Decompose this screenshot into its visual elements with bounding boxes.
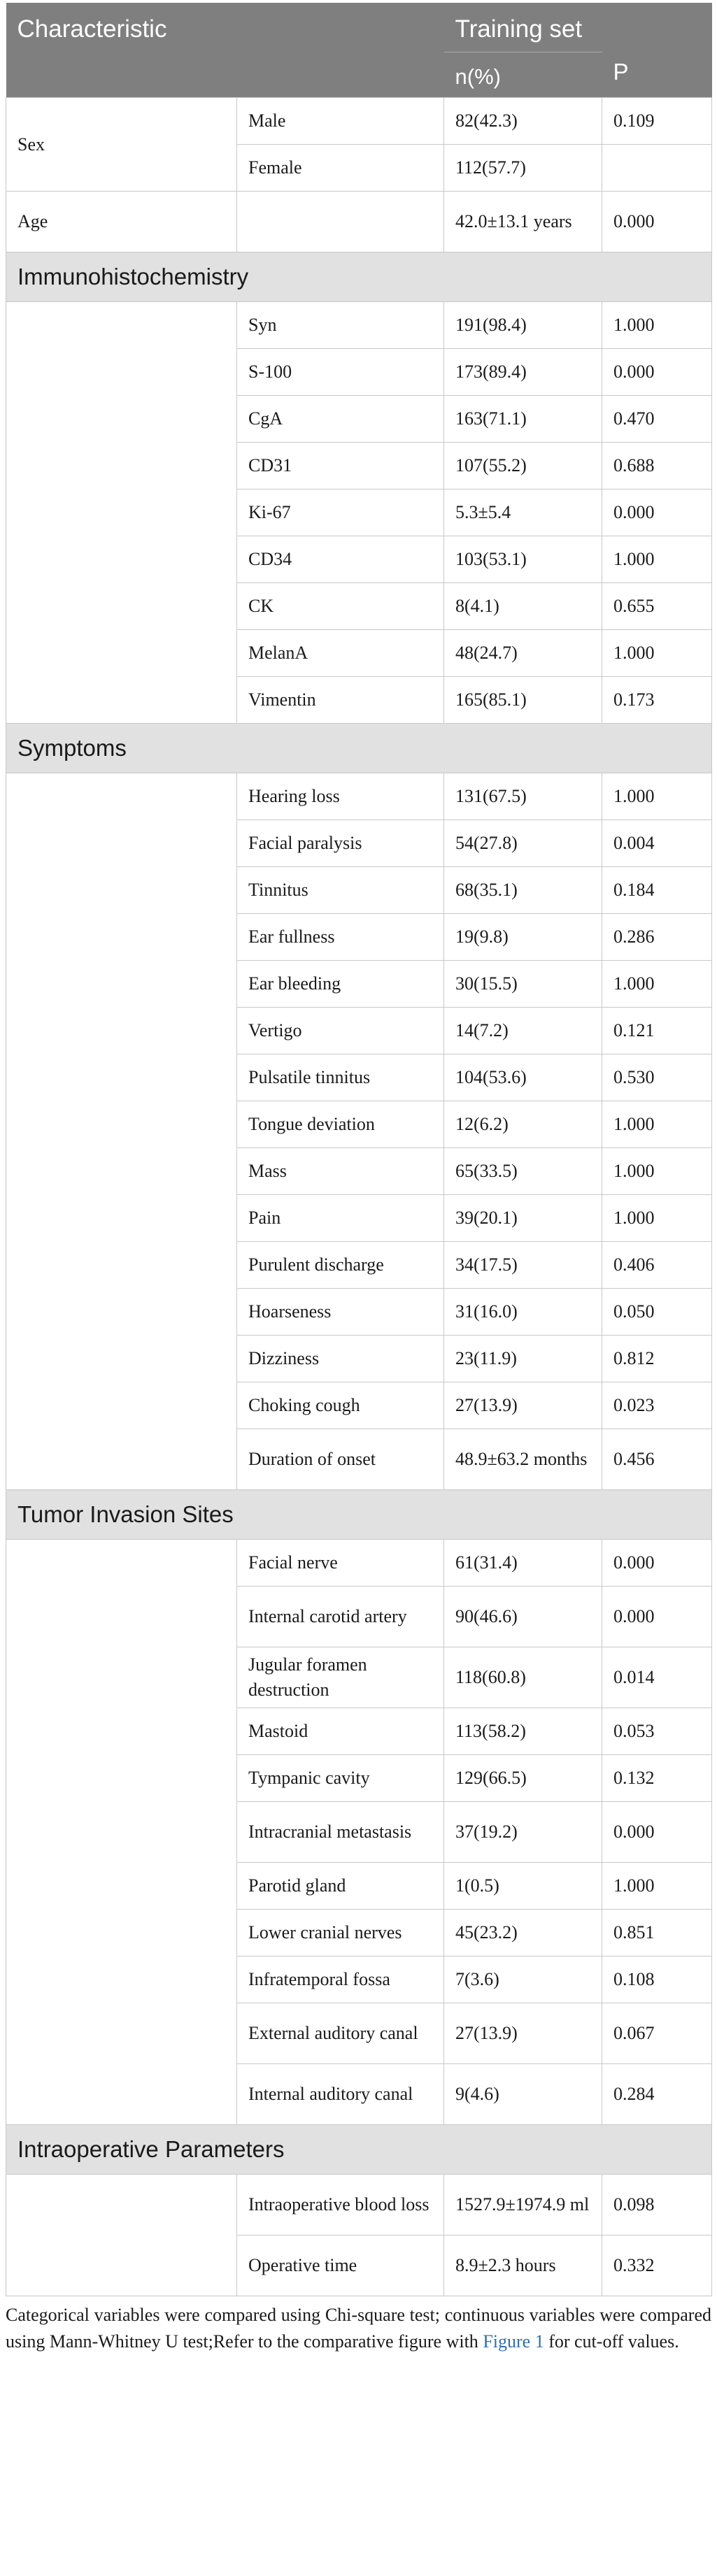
row-value: 45(23.2) xyxy=(444,1910,602,1956)
row-p: 0.000 xyxy=(602,349,712,396)
table-row xyxy=(6,302,712,349)
row-label: Pain xyxy=(237,1195,444,1242)
row-p-age: 0.000 xyxy=(602,192,712,252)
row-p: 0.067 xyxy=(602,2003,712,2064)
row-value: 90(46.6) xyxy=(444,1587,602,1647)
row-label: Intraoperative blood loss xyxy=(237,2175,444,2235)
row-p: 0.098 xyxy=(602,2175,712,2235)
row-value: 19(9.8) xyxy=(444,914,602,961)
row-label: CK xyxy=(237,583,444,630)
row-value: 173(89.4) xyxy=(444,349,602,396)
row-p: 0.470 xyxy=(602,396,712,443)
row-value: 1527.9±1974.9 ml xyxy=(444,2175,602,2235)
row-value: 9(4.6) xyxy=(444,2064,602,2125)
row-label: CgA xyxy=(237,396,444,443)
row-p: 0.023 xyxy=(602,1382,712,1429)
row-p: 0.132 xyxy=(602,1755,712,1802)
row-label: Tinnitus xyxy=(237,867,444,914)
row-p: 0.286 xyxy=(602,914,712,961)
row-label: Parotid gland xyxy=(237,1863,444,1910)
section-header-immuno xyxy=(6,252,712,302)
section-title: Immunohistochemistry xyxy=(6,252,712,302)
row-label: Facial paralysis xyxy=(237,820,444,867)
group-spacer-cell xyxy=(6,302,237,724)
table-row xyxy=(6,773,712,820)
row-label: Mastoid xyxy=(237,1708,444,1755)
table-row xyxy=(6,98,712,145)
row-label: CD34 xyxy=(237,536,444,583)
row-p: 1.000 xyxy=(602,1863,712,1910)
figure-1-link[interactable]: Figure 1 xyxy=(483,2331,544,2352)
row-value: 8.9±2.3 hours xyxy=(444,2235,602,2296)
row-p: 0.004 xyxy=(602,820,712,867)
row-label: CD31 xyxy=(237,443,444,489)
row-label: Tongue deviation xyxy=(237,1101,444,1148)
row-label: Hearing loss xyxy=(237,773,444,820)
row-value: 61(31.4) xyxy=(444,1540,602,1587)
row-value: 30(15.5) xyxy=(444,961,602,1008)
row-p: 0.530 xyxy=(602,1054,712,1101)
row-label: Internal carotid artery xyxy=(237,1587,444,1647)
row-p: 0.121 xyxy=(602,1008,712,1054)
section-header-intraop xyxy=(6,2125,712,2175)
row-label: Choking cough xyxy=(237,1382,444,1429)
group-spacer-cell xyxy=(6,773,237,1490)
row-p: 1.000 xyxy=(602,302,712,349)
row-p: 0.655 xyxy=(602,583,712,630)
row-label: Tympanic cavity xyxy=(237,1755,444,1802)
row-label: Vimentin xyxy=(237,677,444,724)
row-label: Intracranial metastasis xyxy=(237,1802,444,1863)
row-p: 1.000 xyxy=(602,1101,712,1148)
table-footnote xyxy=(6,2302,711,2355)
row-label: MelanA xyxy=(237,630,444,677)
row-value: 118(60.8) xyxy=(444,1647,602,1708)
row-label: Ear fullness xyxy=(237,914,444,961)
footnote-text: Categorical variables were compared using Chi-square test; continuous variables were compared using Mann-Whitney U test;Refer to the comparative figure with xyxy=(6,2305,711,2352)
row-value-male: 82(42.3) xyxy=(444,98,602,145)
row-p: 0.284 xyxy=(602,2064,712,2125)
row-value: 163(71.1) xyxy=(444,396,602,443)
row-p: 0.108 xyxy=(602,1956,712,2003)
row-label: Vertigo xyxy=(237,1008,444,1054)
row-value: 103(53.1) xyxy=(444,536,602,583)
row-label: Jugular foramen destruction xyxy=(237,1647,444,1708)
row-value: 113(58.2) xyxy=(444,1708,602,1755)
row-p-male: 0.109 xyxy=(602,98,712,145)
characteristics-table xyxy=(6,3,712,2296)
row-sublabel-female: Female xyxy=(237,145,444,192)
row-label: External auditory canal xyxy=(237,2003,444,2064)
row-value: 1(0.5) xyxy=(444,1863,602,1910)
group-spacer-cell xyxy=(6,2175,237,2296)
row-p: 1.000 xyxy=(602,630,712,677)
row-value: 165(85.1) xyxy=(444,677,602,724)
row-label: Operative time xyxy=(237,2235,444,2296)
row-p: 0.851 xyxy=(602,1910,712,1956)
row-label: Facial nerve xyxy=(237,1540,444,1587)
row-label: S-100 xyxy=(237,349,444,396)
row-p: 1.000 xyxy=(602,536,712,583)
header-p: P xyxy=(602,3,712,98)
row-label: Dizziness xyxy=(237,1336,444,1382)
row-value: 14(7.2) xyxy=(444,1008,602,1054)
table-row xyxy=(6,2175,712,2235)
row-value: 34(17.5) xyxy=(444,1242,602,1289)
row-p: 0.014 xyxy=(602,1647,712,1708)
row-p: 0.688 xyxy=(602,443,712,489)
header-n-pct: n(%) xyxy=(444,52,602,98)
row-label: Lower cranial nerves xyxy=(237,1910,444,1956)
row-sublabel-male: Male xyxy=(237,98,444,145)
row-value: 104(53.6) xyxy=(444,1054,602,1101)
row-value: 37(19.2) xyxy=(444,1802,602,1863)
row-p: 1.000 xyxy=(602,1195,712,1242)
row-p: 0.406 xyxy=(602,1242,712,1289)
row-p: 0.053 xyxy=(602,1708,712,1755)
row-value-female: 112(57.7) xyxy=(444,145,602,192)
row-label: Internal auditory canal xyxy=(237,2064,444,2125)
row-value: 54(27.8) xyxy=(444,820,602,867)
row-label: Purulent discharge xyxy=(237,1242,444,1289)
row-p: 1.000 xyxy=(602,773,712,820)
row-value: 65(33.5) xyxy=(444,1148,602,1195)
row-value: 48(24.7) xyxy=(444,630,602,677)
section-header-invasion xyxy=(6,1490,712,1540)
row-value: 48.9±63.2 months xyxy=(444,1429,602,1490)
row-label: Ear bleeding xyxy=(237,961,444,1008)
row-label: Duration of onset xyxy=(237,1429,444,1490)
row-value: 27(13.9) xyxy=(444,2003,602,2064)
row-p: 1.000 xyxy=(602,1148,712,1195)
row-value: 129(66.5) xyxy=(444,1755,602,1802)
row-p: 0.456 xyxy=(602,1429,712,1490)
table-row xyxy=(6,1540,712,1587)
row-p: 0.000 xyxy=(602,1587,712,1647)
table-row xyxy=(6,192,712,252)
row-value: 107(55.2) xyxy=(444,443,602,489)
header-characteristic: Characteristic xyxy=(6,3,444,98)
row-label: Syn xyxy=(237,302,444,349)
row-value: 131(67.5) xyxy=(444,773,602,820)
row-p: 0.000 xyxy=(602,1802,712,1863)
row-value: 7(3.6) xyxy=(444,1956,602,2003)
row-label: Ki-67 xyxy=(237,489,444,536)
row-label-age: Age xyxy=(6,192,237,252)
section-header-symptoms xyxy=(6,724,712,773)
row-p: 0.000 xyxy=(602,489,712,536)
row-p: 0.332 xyxy=(602,2235,712,2296)
row-sublabel-age-empty xyxy=(237,192,444,252)
row-value: 27(13.9) xyxy=(444,1382,602,1429)
table-container xyxy=(6,3,711,2355)
row-label-sex: Sex xyxy=(6,98,237,192)
row-value: 68(35.1) xyxy=(444,867,602,914)
section-title: Tumor Invasion Sites xyxy=(6,1490,712,1540)
row-p: 1.000 xyxy=(602,961,712,1008)
row-value: 191(98.4) xyxy=(444,302,602,349)
row-p: 0.000 xyxy=(602,1540,712,1587)
header-training-set: Training set xyxy=(444,3,602,52)
section-title: Symptoms xyxy=(6,724,712,773)
row-value: 8(4.1) xyxy=(444,583,602,630)
row-p-female xyxy=(602,145,712,192)
footnote-tail: for cut-off values. xyxy=(544,2331,679,2352)
row-value: 23(11.9) xyxy=(444,1336,602,1382)
row-p: 0.184 xyxy=(602,867,712,914)
row-value: 31(16.0) xyxy=(444,1289,602,1336)
row-p: 0.812 xyxy=(602,1336,712,1382)
group-spacer-cell xyxy=(6,1540,237,2125)
row-value: 5.3±5.4 xyxy=(444,489,602,536)
row-value: 12(6.2) xyxy=(444,1101,602,1148)
row-p: 0.173 xyxy=(602,677,712,724)
row-value-age: 42.0±13.1 years xyxy=(444,192,602,252)
row-p: 0.050 xyxy=(602,1289,712,1336)
section-title: Intraoperative Parameters xyxy=(6,2125,712,2175)
row-value: 39(20.1) xyxy=(444,1195,602,1242)
row-label: Pulsatile tinnitus xyxy=(237,1054,444,1101)
row-label: Hoarseness xyxy=(237,1289,444,1336)
row-label: Mass xyxy=(237,1148,444,1195)
row-label: Infratemporal fossa xyxy=(237,1956,444,2003)
header-row xyxy=(6,3,712,52)
